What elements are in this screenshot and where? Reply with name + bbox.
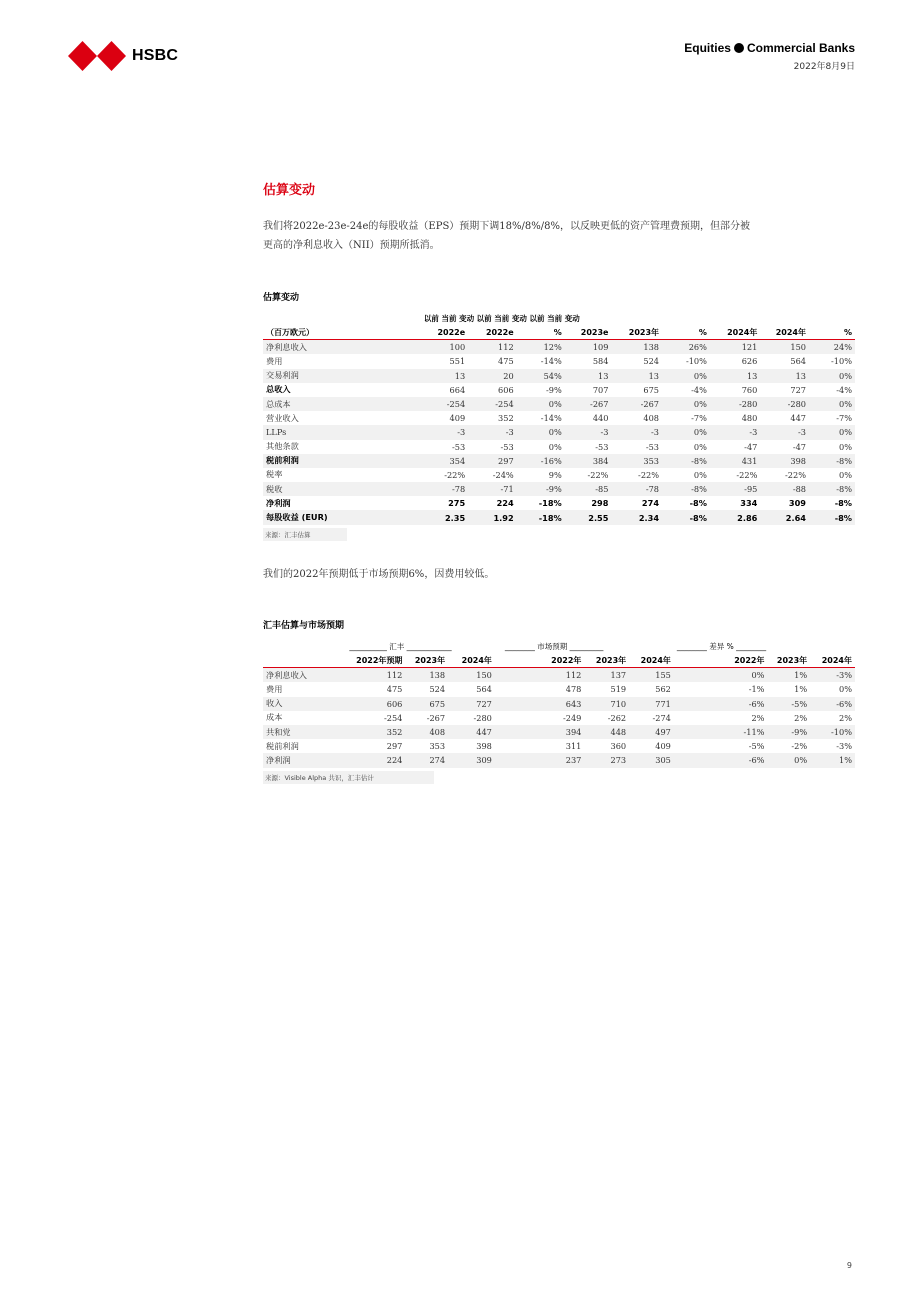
row-label: 每股收益 (EUR)	[263, 510, 378, 524]
spacer-cell	[495, 725, 519, 739]
table-cell: 707	[592, 384, 609, 395]
table2-column-header	[263, 653, 346, 668]
market-estimate-cell: 360	[610, 741, 627, 752]
row-label: 费用	[266, 355, 283, 366]
table-cell: 0%	[693, 469, 707, 480]
table-cell: -8%	[662, 482, 710, 496]
table-cell: 9%	[548, 469, 562, 480]
table-cell: 2.86	[710, 510, 760, 524]
table1-column-header: %	[517, 325, 565, 340]
table-cell: -18%	[517, 510, 565, 524]
difference-cell: 0%	[713, 668, 768, 683]
table-row	[263, 482, 855, 496]
table-cell: 0%	[662, 397, 710, 411]
table-cell: 354	[378, 454, 468, 468]
row-label: 净利息收入	[263, 340, 378, 355]
hsbc-hexagon-icon	[68, 41, 126, 71]
table-cell: 352	[498, 413, 514, 424]
table-cell: -8%	[689, 498, 707, 509]
table1-column-header: 2023e	[565, 325, 612, 340]
table-cell: 1.92	[468, 510, 517, 524]
table1-column-header: 2024年	[710, 325, 760, 340]
hsbc-estimate-cell: -267	[426, 712, 446, 723]
table-cell: -24%	[492, 469, 514, 480]
group-diff-header: ________ 差异 % ________	[676, 642, 767, 651]
section-title: 估算变动	[263, 183, 316, 198]
brand-name: HSBC	[132, 47, 179, 64]
report-date: 2022年8月9日	[793, 62, 855, 72]
table2-column-header: 2022年	[713, 653, 768, 668]
table1-title: 估算变动	[263, 293, 300, 303]
table-cell: -8%	[809, 482, 855, 496]
difference-cell: 1%	[794, 684, 808, 695]
table-cell: 2.55	[565, 510, 612, 524]
table-cell: -9%	[517, 482, 565, 496]
market-estimate-cell: 394	[519, 725, 584, 739]
hsbc-estimate-cell: -254	[383, 712, 403, 723]
report-category	[684, 41, 855, 55]
table-row	[263, 510, 855, 524]
difference-cell: -9%	[767, 725, 810, 739]
hsbc-estimate-cell: 398	[476, 741, 492, 752]
intro-paragraph	[263, 217, 803, 255]
table-cell: -254	[468, 397, 517, 411]
market-estimate-cell: -262	[607, 712, 627, 723]
market-estimate-cell: 409	[655, 741, 671, 752]
hsbc-estimate-cell: 138	[405, 668, 448, 683]
table-cell: 551	[449, 356, 466, 367]
table1-column-header: 2023年	[611, 325, 662, 340]
table-cell: -267	[565, 397, 612, 411]
intro-line-2: 更高的净利息收入（NII）预期所抵消。	[263, 240, 440, 251]
market-estimate-cell: 478	[565, 684, 582, 695]
difference-cell: -6%	[713, 753, 768, 767]
table-row	[263, 697, 855, 711]
table-cell: 408	[643, 413, 660, 424]
spacer-cell	[495, 739, 519, 753]
table-cell: -280	[710, 397, 760, 411]
market-estimate-cell: 448	[584, 725, 629, 739]
row-label: 净利润	[266, 497, 291, 508]
market-estimate-cell: -274	[652, 712, 671, 723]
table-cell: 12%	[517, 340, 565, 355]
table2-column-header: 2024年	[629, 653, 674, 668]
table-row	[263, 454, 855, 468]
market-estimate-cell: 643	[519, 697, 584, 711]
table1-group-header: 以前 当前 变动 以前 当前 变动 以前 当前 变动	[423, 314, 580, 323]
table-cell: 20	[468, 369, 517, 383]
row-label: 总收入	[266, 384, 291, 395]
table1-column-header: 2024年	[760, 325, 809, 340]
table-cell: -4%	[691, 384, 707, 395]
table-cell: -8%	[809, 454, 855, 468]
row-label: 收入	[263, 697, 346, 711]
spacer-cell	[674, 739, 713, 753]
table-cell: 0%	[809, 397, 855, 411]
row-label: 税前利润	[263, 454, 378, 468]
table-cell: -3	[468, 425, 517, 439]
table-cell: -3	[760, 425, 809, 439]
table-cell: 275	[448, 498, 466, 509]
table-cell: 440	[592, 413, 609, 424]
table-cell: 384	[565, 454, 612, 468]
table-cell: 353	[611, 454, 662, 468]
table-cell: -18%	[538, 498, 562, 509]
row-label: 其他条款	[266, 441, 299, 452]
market-estimate-cell: 562	[655, 684, 671, 695]
table-cell: 0%	[548, 441, 562, 452]
table-cell: 13	[760, 369, 809, 383]
group-market-header: ________ 市场预期 _________	[504, 642, 604, 651]
hsbc-estimate-cell: 524	[429, 684, 446, 695]
hsbc-estimate-cell: 297	[386, 741, 403, 752]
row-label: 总成本	[263, 397, 378, 411]
table-row	[263, 725, 855, 739]
table-row	[263, 354, 855, 368]
table1-source: 来源：汇丰估算	[263, 528, 347, 541]
report-header	[684, 41, 855, 72]
table-cell: -53	[595, 441, 609, 452]
hsbc-estimate-cell: 606	[346, 697, 405, 711]
difference-cell: 2%	[839, 712, 852, 723]
mid-paragraph: 我们的2022年预期低于市场预期6%，因费用较低。	[263, 569, 495, 580]
table2-column-header: 2023年	[584, 653, 629, 668]
difference-cell: -1%	[748, 684, 765, 695]
table2-column-header: 2024年	[810, 653, 855, 668]
table-cell: 2.34	[611, 510, 662, 524]
table-cell: 112	[468, 340, 517, 355]
table-row	[263, 711, 855, 725]
table2-column-header: 2023年	[767, 653, 810, 668]
hsbc-logo	[68, 41, 178, 71]
spacer-cell	[674, 682, 713, 696]
table-row	[263, 340, 855, 355]
hsbc-estimate-cell: 309	[448, 753, 495, 767]
table-row	[263, 668, 855, 683]
difference-cell: -6%	[713, 697, 768, 711]
hsbc-estimate-cell: 408	[405, 725, 448, 739]
table-row	[263, 369, 855, 383]
table-cell: 109	[565, 340, 612, 355]
table-row	[263, 440, 855, 454]
table2-column-header: 2022年	[519, 653, 584, 668]
table-cell: 475	[498, 356, 514, 367]
market-estimate-cell: 311	[565, 741, 582, 752]
difference-cell: 2%	[794, 712, 808, 723]
hsbc-estimate-cell: 675	[405, 697, 448, 711]
table-cell: 447	[790, 413, 806, 424]
table-cell: -88	[760, 482, 809, 496]
table-cell: 409	[449, 413, 466, 424]
market-estimate-cell: 112	[519, 668, 584, 683]
table-cell: 398	[760, 454, 809, 468]
difference-cell: 2%	[751, 712, 765, 723]
table-cell: -71	[468, 482, 517, 496]
table-cell: 584	[592, 356, 609, 367]
table-cell: -78	[611, 482, 662, 496]
table-cell: 224	[496, 498, 514, 509]
hsbc-vs-consensus-table	[263, 640, 855, 768]
market-estimate-cell: 137	[584, 668, 629, 683]
hsbc-estimate-cell: 274	[405, 753, 448, 767]
table-cell: -3	[378, 425, 468, 439]
table2-source: 来源：Visible Alpha 共识，汇丰估计	[263, 771, 434, 784]
row-label: 净利润	[263, 753, 346, 767]
hsbc-estimate-cell: 150	[448, 668, 495, 683]
difference-cell: -3%	[810, 668, 855, 683]
table-cell: -10%	[831, 356, 852, 367]
table-cell: 606	[498, 384, 514, 395]
table-row	[263, 739, 855, 753]
table-cell: -267	[611, 397, 662, 411]
table-cell: -14%	[540, 356, 562, 367]
table-cell: -22%	[736, 469, 758, 480]
difference-cell: -5%	[767, 697, 810, 711]
table-row	[263, 753, 855, 767]
table-cell: -7%	[836, 413, 852, 424]
table-cell: -3	[611, 425, 662, 439]
table2-title: 汇丰估算与市场预期	[263, 621, 345, 631]
table-cell: -78	[378, 482, 468, 496]
table-cell: -22%	[444, 469, 466, 480]
bullet-dot-icon	[734, 43, 744, 53]
table-cell: -254	[378, 397, 468, 411]
table-cell: 664	[449, 384, 466, 395]
difference-cell: 0%	[839, 684, 852, 695]
table-cell: -85	[565, 482, 612, 496]
table-cell: -47	[792, 441, 806, 452]
market-estimate-cell: 497	[629, 725, 674, 739]
table-row	[263, 496, 855, 510]
row-label: 税率	[266, 469, 283, 480]
table2-column-header: 2024年	[448, 653, 495, 668]
spacer-cell	[495, 668, 519, 683]
difference-cell: 1%	[767, 668, 810, 683]
market-estimate-cell: 710	[584, 697, 629, 711]
table-row	[263, 411, 855, 425]
table-cell: -53	[645, 441, 660, 452]
hsbc-estimate-cell: 475	[386, 684, 403, 695]
spacer-cell	[674, 697, 713, 711]
table-cell: -53	[500, 441, 514, 452]
table-cell: -8%	[809, 510, 855, 524]
table-cell: 138	[611, 340, 662, 355]
hsbc-estimate-cell: -280	[473, 712, 492, 723]
row-label: 费用	[266, 683, 283, 694]
row-label: 共和党	[263, 725, 346, 739]
table-row	[263, 383, 855, 397]
table-cell: 0%	[693, 441, 707, 452]
table-cell: 626	[741, 356, 758, 367]
table-cell: -8%	[662, 454, 710, 468]
table1-column-header: %	[809, 325, 855, 340]
table-cell: 675	[643, 384, 660, 395]
table-cell: -10%	[685, 356, 707, 367]
market-estimate-cell: 305	[629, 753, 674, 767]
table-cell: -8%	[834, 498, 852, 509]
row-label: 成本	[266, 712, 283, 723]
table-cell: 100	[378, 340, 468, 355]
table-cell: -14%	[540, 413, 562, 424]
difference-cell: -2%	[791, 741, 808, 752]
hsbc-estimate-cell: 353	[429, 741, 446, 752]
table-cell: 121	[710, 340, 760, 355]
table-cell: 24%	[809, 340, 855, 355]
table-cell: -95	[710, 482, 760, 496]
hsbc-estimate-cell: 352	[346, 725, 405, 739]
table-row	[263, 682, 855, 696]
table2-column-header: 2023年	[405, 653, 448, 668]
table1-column-header: 2022e	[468, 325, 517, 340]
table-cell: 13	[611, 369, 662, 383]
table-cell: 150	[760, 340, 809, 355]
section-label: Equities	[684, 41, 731, 55]
table-cell: 13	[710, 369, 760, 383]
subsection-label: Commercial Banks	[746, 41, 855, 55]
difference-cell: -3%	[836, 741, 852, 752]
difference-cell: 1%	[810, 753, 855, 767]
row-label: 净利息收入	[263, 668, 346, 683]
table1-column-header: %	[662, 325, 710, 340]
table-cell: -7%	[691, 413, 707, 424]
table-cell: 0%	[662, 369, 710, 383]
row-label: 税前利润	[266, 740, 299, 751]
table2-column-header	[495, 653, 519, 668]
table-cell: -22%	[587, 469, 609, 480]
table-cell: -16%	[517, 454, 565, 468]
difference-cell: -6%	[810, 697, 855, 711]
row-label: 税收	[263, 482, 378, 496]
spacer-cell	[495, 697, 519, 711]
table-row	[263, 397, 855, 411]
market-estimate-cell: 155	[629, 668, 674, 683]
hsbc-estimate-cell: 727	[448, 697, 495, 711]
row-label: 交易利润	[263, 369, 378, 383]
row-label: 营业收入	[266, 412, 299, 423]
spacer-cell	[674, 711, 713, 725]
table1-column-header: （百万欧元）	[263, 325, 378, 340]
table-cell: 0%	[839, 441, 852, 452]
table-cell: 26%	[662, 340, 710, 355]
hsbc-estimate-cell: 112	[346, 668, 405, 683]
table-cell: 54%	[517, 369, 565, 383]
table-cell: -9%	[546, 384, 562, 395]
spacer-cell	[495, 711, 519, 725]
table-cell: 13	[565, 369, 612, 383]
hsbc-estimate-cell: 564	[476, 684, 492, 695]
table-cell: -4%	[836, 384, 852, 395]
table-cell: 727	[790, 384, 806, 395]
table2-column-header	[674, 653, 713, 668]
market-estimate-cell: 273	[584, 753, 629, 767]
table-cell: 309	[788, 498, 806, 509]
table-cell: 0%	[839, 469, 852, 480]
table-cell: 0%	[662, 425, 710, 439]
table-cell: 524	[643, 356, 660, 367]
market-estimate-cell: -249	[562, 712, 582, 723]
table-cell: 298	[591, 498, 609, 509]
table-cell: -8%	[662, 510, 710, 524]
group-hsbc-header: __________ 汇丰 ____________	[349, 642, 452, 651]
table-cell: 274	[641, 498, 660, 509]
difference-cell: 0%	[767, 753, 810, 767]
table-cell: 297	[468, 454, 517, 468]
table2-column-header: 2022年预期	[346, 653, 405, 668]
table-cell: 431	[710, 454, 760, 468]
spacer-cell	[674, 725, 713, 739]
market-estimate-cell: 771	[629, 697, 674, 711]
table-cell: 0%	[809, 425, 855, 439]
spacer-cell	[495, 753, 519, 767]
difference-cell: -11%	[713, 725, 768, 739]
difference-cell: -10%	[810, 725, 855, 739]
row-label: LLPs	[263, 425, 378, 439]
hsbc-estimate-cell: 224	[346, 753, 405, 767]
table-row	[263, 425, 855, 439]
table-cell: 0%	[517, 425, 565, 439]
table1-column-header: 2022e	[378, 325, 468, 340]
spacer-cell	[495, 682, 519, 696]
difference-cell: -5%	[748, 741, 765, 752]
table-cell: -47	[744, 441, 758, 452]
hsbc-estimate-cell: 447	[448, 725, 495, 739]
spacer-cell	[674, 668, 713, 683]
table-cell: 2.64	[760, 510, 809, 524]
page-number: 9	[846, 1261, 852, 1270]
table-cell: 480	[741, 413, 758, 424]
table-cell: 13	[378, 369, 468, 383]
intro-line-1: 我们将2022e-23e-24e的每股收益（EPS）预期下调18%/8%/8%，以反映更低的资产管理费预期，但部分被	[263, 221, 750, 232]
table-cell: 760	[741, 384, 758, 395]
table-cell: -53	[451, 441, 466, 452]
market-estimate-cell: 237	[519, 753, 584, 767]
table-cell: 0%	[809, 369, 855, 383]
estimate-changes-table	[263, 312, 855, 525]
table-cell: -22%	[785, 469, 806, 480]
table-cell: 334	[740, 498, 758, 509]
table-cell: -280	[760, 397, 809, 411]
table-cell: -3	[565, 425, 612, 439]
table-cell: 2.35	[378, 510, 468, 524]
table-cell: -22%	[638, 469, 660, 480]
table-cell: -3	[710, 425, 760, 439]
market-estimate-cell: 519	[610, 684, 627, 695]
table-cell: 564	[790, 356, 806, 367]
spacer-cell	[674, 753, 713, 767]
table-row	[263, 468, 855, 482]
table-cell: 0%	[517, 397, 565, 411]
